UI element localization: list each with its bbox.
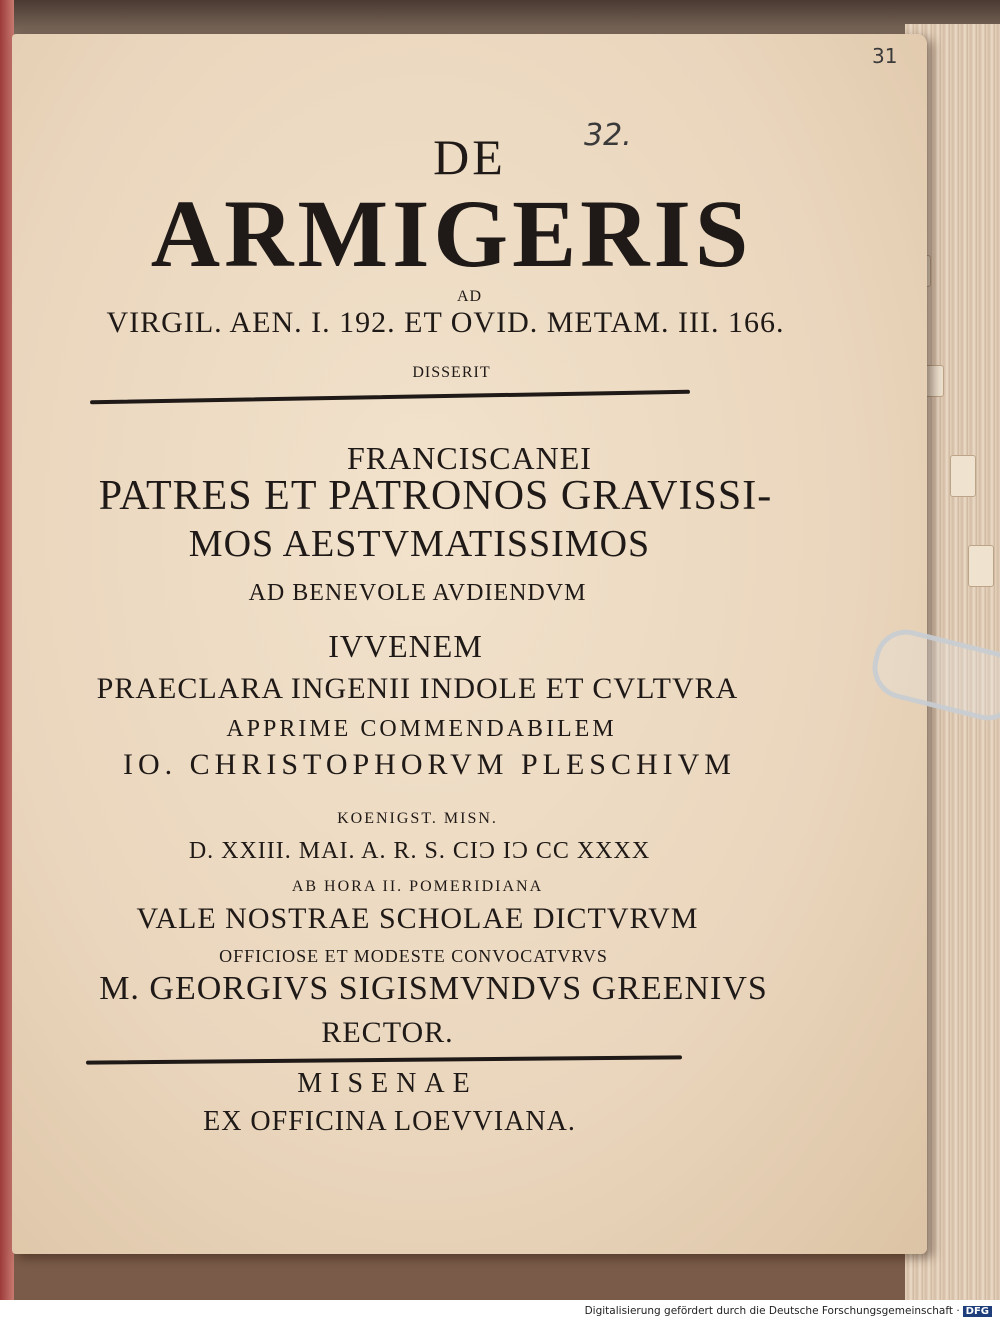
- title-armigeris: ARMIGERIS: [150, 180, 753, 287]
- line-franciscanei: FRANCISCANEI: [347, 440, 592, 476]
- line-citation: VIRGIL. AEN. I. 192. ET OVID. METAM. III. 166.: [106, 306, 785, 339]
- paper-tab: [950, 455, 976, 497]
- line-disserit: DISSERIT: [412, 364, 491, 381]
- title-de: DE: [433, 129, 506, 185]
- line-patres: PATRES ET PATRONOS GRAVISSI-: [98, 473, 773, 519]
- line-rector: RECTOR.: [321, 1016, 454, 1049]
- line-koenigst: KOENIGST. MISN.: [337, 810, 498, 827]
- line-mos: MOS AESTVMATISSIMOS: [188, 523, 651, 565]
- line-benevole: AD BENEVOLE AVDIENDVM: [248, 580, 587, 606]
- digitization-credit: [585, 1305, 992, 1317]
- line-name: IO. CHRISTOPHORVM PLESCHIVM: [123, 748, 736, 781]
- credit-text: Digitalisierung gefördert durch die Deutsche Forschungsgemeinschaft ·: [584, 1305, 960, 1317]
- line-misenae: MISENAE: [297, 1068, 478, 1099]
- line-officiose: OFFICIOSE ET MODESTE CONVOCATVRVS: [219, 946, 608, 966]
- pencil-page-number: 32.: [584, 118, 632, 153]
- line-apprime: APPRIME COMMENDABILEM: [226, 716, 617, 742]
- line-officina: EX OFFICINA LOEVVIANA.: [203, 1106, 576, 1137]
- line-praeclara: PRAECLARA INGENII INDOLE ET CVLTVRA: [96, 672, 739, 705]
- dfg-logo: DFG: [963, 1306, 992, 1317]
- pencil-corner-number: 31: [872, 44, 898, 68]
- line-author: M. GEORGIVS SIGISMVNDVS GREENIVS: [99, 970, 768, 1007]
- line-iuvenem: IVVENEM: [328, 628, 483, 664]
- line-vale: VALE NOSTRAE SCHOLAE DICTVRVM: [136, 902, 699, 935]
- line-hora: AB HORA II. POMERIDIANA: [291, 878, 544, 895]
- line-ad: AD: [456, 288, 483, 305]
- line-date: D. XXIII. MAI. A. R. S. CIƆ IƆ CC XXXX: [188, 838, 651, 864]
- paper-tab: [968, 545, 994, 587]
